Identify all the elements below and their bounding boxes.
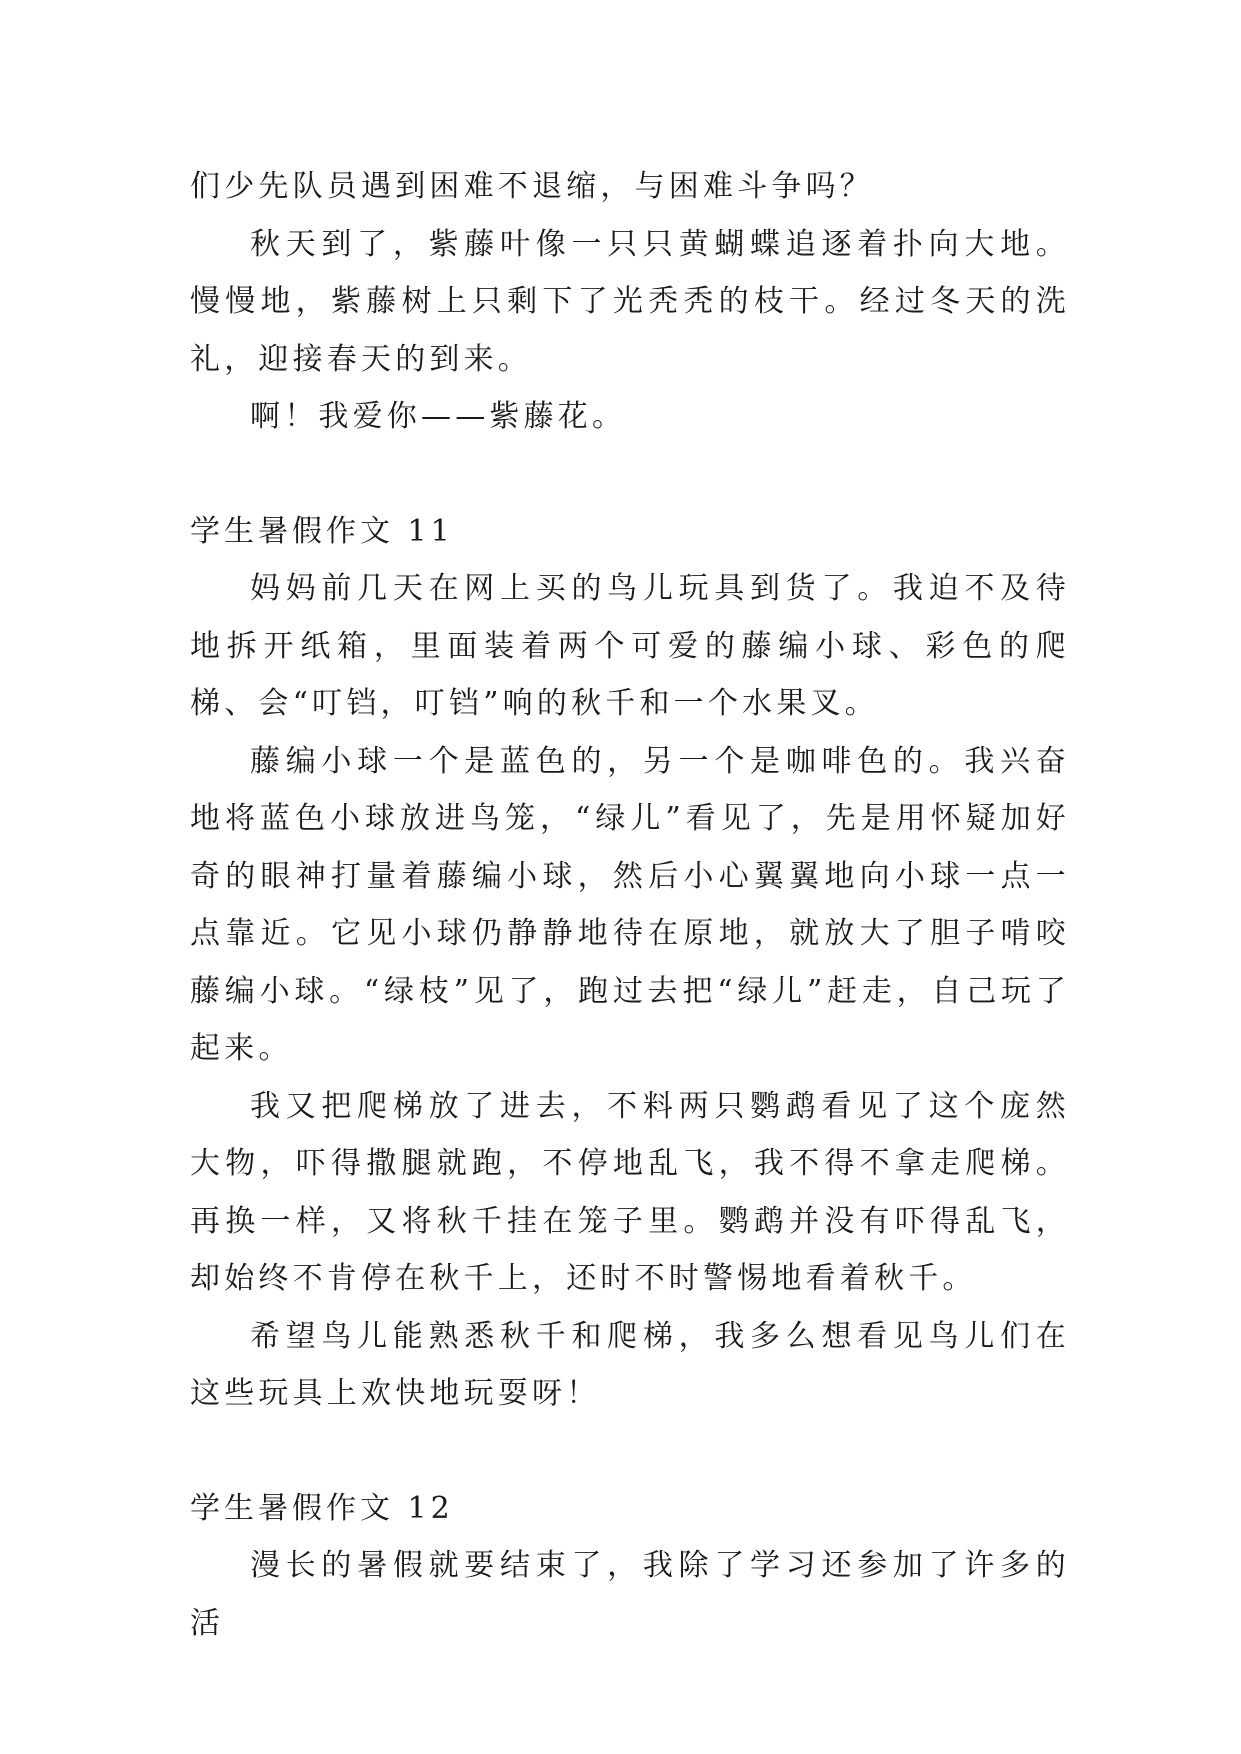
section-title-12: 学生暑假作文 12 [190,1490,454,1526]
paragraph: 我又把爬梯放了进去，不料两只鹦鹉看见了这个庞然大物，吓得撒腿就跑，不停地乱飞，我不得不拿走爬梯。再换一样，又将秋千挂在笼子里。鹦鹉并没有吓得乱飞，却始终不肯停在秋千上，还时不时警惕地看着秋千。 [190,1088,1070,1296]
continuation-paragraph: 们少先队员遇到困难不退缩，与困难斗争吗？ [190,169,874,204]
section-spacer [190,1423,1070,1480]
document-body [190,158,1070,1652]
paragraph: 漫长的暑假就要结束了，我除了学习还参加了许多的活 [190,1548,1070,1641]
section-spacer [190,446,1070,503]
paragraph: 希望鸟儿能熟悉秋千和爬梯，我多么想看见鸟儿们在这些玩具上欢快地玩耍呀！ [190,1318,1070,1411]
paragraph: 藤编小球一个是蓝色的，另一个是咖啡色的。我兴奋地将蓝色小球放进鸟笼，“绿儿”看见了，先是用怀疑加好奇的眼神打量着藤编小球，然后小心翼翼地向小球一点一点靠近。它见小球仍静静地待在原地，就放大了胆子啃咬藤编小球。“绿枝”见了，跑过去把“绿儿”赶走，自己玩了起来。 [190,743,1070,1066]
section-title-11: 学生暑假作文 11 [190,513,454,549]
paragraph: 妈妈前几天在网上买的鸟儿玩具到货了。我迫不及待地拆开纸箱，里面装着两个可爱的藤编小球、彩色的爬梯、会“叮铛，叮铛”响的秋千和一个水果叉。 [190,571,1070,721]
paragraph-love: 啊！我爱你——紫藤花。 [250,399,627,434]
paragraph-autumn: 秋天到了，紫藤叶像一只只黄蝴蝶追逐着扑向大地。慢慢地，紫藤树上只剩下了光秃秃的枝干。经过冬天的洗礼，迎接春天的到来。 [190,226,1070,377]
